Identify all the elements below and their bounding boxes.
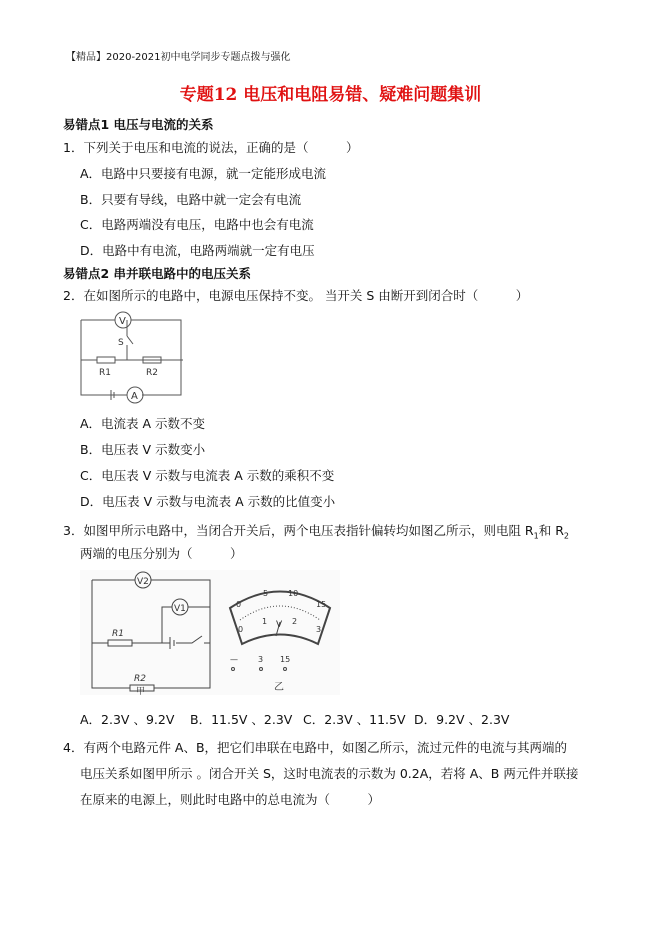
q2-option-a: A．电流表 A 示数不变 bbox=[80, 416, 206, 431]
r2-label: R2 bbox=[134, 674, 146, 684]
q1-option-a: A．电路中只要接有电源，就一定能形成电流 bbox=[80, 166, 327, 181]
question-1-stem: 1．下列关于电压和电流的说法，正确的是（ ） bbox=[63, 140, 359, 155]
q3-option-a: A．2.3V 、9.2V bbox=[80, 712, 175, 727]
question-3-stem-line1 bbox=[63, 521, 569, 541]
scale-label: 0 bbox=[236, 600, 242, 609]
q2-option-c: C．电压表 V 示数与电流表 A 示数的乘积不变 bbox=[80, 468, 335, 483]
section-heading-1: 易错点1 电压与电流的关系 bbox=[63, 117, 214, 132]
q2-circuit-diagram bbox=[75, 310, 195, 405]
q3-stem-text: 3．如图甲所示电路中，当闭合开关后，两个电压表指针偏转均如图乙所示，则电阻 R bbox=[63, 523, 534, 538]
question-2-stem: 2．在如图所示的电路中，电源电压保持不变。 当开关 S 由断开到闭合时（ ） bbox=[63, 288, 529, 303]
voltmeter-label: V bbox=[119, 316, 126, 327]
r2-label: R2 bbox=[146, 368, 158, 378]
terminal-label: 3 bbox=[258, 655, 264, 664]
section-heading-2: 易错点2 串并联电路中的电压关系 bbox=[63, 266, 252, 281]
scale-label: 10 bbox=[288, 589, 299, 598]
terminal-label: — bbox=[230, 655, 238, 664]
unit-label: V bbox=[276, 620, 283, 630]
ammeter-label: A bbox=[131, 391, 138, 402]
question-4-line2: 电压关系如图甲所示 。闭合开关 S，这时电流表的示数为 0.2A，若将 A、B 两元件并联接 bbox=[80, 766, 579, 781]
question-3-stem-line2: 两端的电压分别为（ ） bbox=[80, 546, 243, 561]
q2-option-b: B．电压表 V 示数变小 bbox=[80, 442, 206, 457]
scale-label: 3 bbox=[316, 625, 322, 634]
figure-jia-label: 甲 bbox=[136, 687, 146, 695]
terminal-label: 15 bbox=[280, 655, 291, 664]
q3-stem-text-b: 和 R bbox=[538, 523, 564, 538]
q2-option-d: D．电压表 V 示数与电流表 A 示数的比值变小 bbox=[80, 494, 336, 509]
v1-label: V1 bbox=[174, 604, 186, 614]
q1-option-b: B．只要有导线，电路中就一定会有电流 bbox=[80, 192, 302, 207]
question-4-line3: 在原来的电源上，则此时电路中的总电流为（ ） bbox=[80, 792, 381, 807]
scale-label: 1 bbox=[262, 617, 268, 626]
q3-option-d: D．9.2V 、2.3V bbox=[414, 712, 510, 727]
q3-circuit-diagram bbox=[80, 570, 340, 695]
switch-label: S bbox=[118, 338, 124, 348]
v2-label: V2 bbox=[137, 577, 149, 587]
q1-option-c: C．电路两端没有电压，电路中也会有电流 bbox=[80, 217, 314, 232]
r1-label: R1 bbox=[99, 368, 111, 378]
question-4-line1: 4．有两个电路元件 A、B，把它们串联在电路中，如图乙所示，流过元件的电流与其两端的 bbox=[63, 740, 568, 755]
figure-yi-label: 乙 bbox=[274, 682, 284, 693]
scale-label: 2 bbox=[292, 617, 298, 626]
q3-option-b: B．11.5V 、2.3V bbox=[190, 712, 293, 727]
scale-label: 15 bbox=[316, 600, 327, 609]
subscript: 2 bbox=[563, 531, 569, 541]
q1-option-d: D．电路中有电流，电路两端就一定有电压 bbox=[80, 243, 315, 258]
page-title: 专题12 电压和电阻易错、疑难问题集训 bbox=[179, 85, 482, 105]
page-header: 【精品】2020-2021初中电学同步专题点拨与强化 bbox=[66, 52, 291, 63]
scale-label: 0 bbox=[238, 625, 244, 634]
scale-label: 5 bbox=[263, 589, 269, 598]
q3-option-c: C．2.3V 、11.5V bbox=[303, 712, 406, 727]
subscript: 1 bbox=[533, 531, 539, 541]
r1-label: R1 bbox=[112, 629, 124, 639]
